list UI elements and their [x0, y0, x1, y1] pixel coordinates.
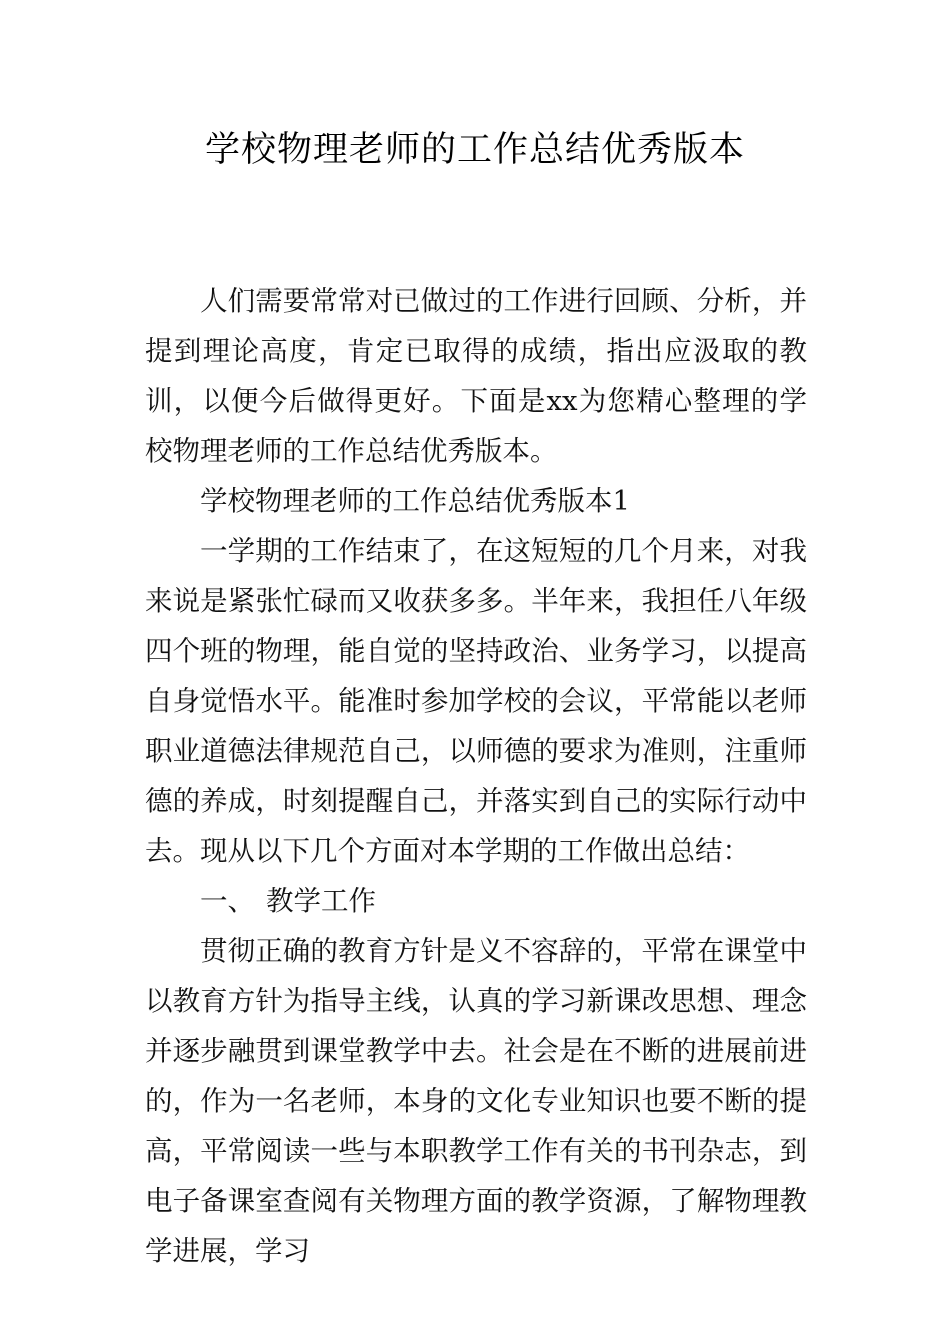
section-heading-number: 一、	[200, 885, 255, 917]
section-heading-label: 教学工作	[266, 885, 376, 917]
body-paragraph-1: 一学期的工作结束了，在这短短的几个月来，对我来说是紧张忙碌而又收获多多。半年来，我担任八年级四个班的物理，能自觉的坚持政治、业务学习，以提高自身觉悟水平。能准时参加学校的会议，平常能以老师职业道德法律规范自己，以师德的要求为准则，注重师德的养成，时刻提醒自己，并落实到自己的实际行动中去。现从以下几个方面对本学期的工作做出总结：	[145, 535, 807, 867]
document-title: 学校物理老师的工作总结优秀版本	[204, 130, 745, 170]
section-title: 学校物理老师的工作总结优秀版本1	[200, 485, 630, 517]
intro-paragraph: 人们需要常常对已做过的工作进行回顾、分析，并提到理论高度，肯定已取得的成绩，指出应汲取的教训，以便今后做得更好。下面是xx为您精心整理的学校物理老师的工作总结优秀版本。	[145, 285, 807, 467]
document-body	[145, 276, 807, 1276]
section-heading-teaching	[145, 876, 807, 926]
body-paragraph-2: 贯彻正确的教育方针是义不容辞的，平常在课堂中以教育方针为指导主线，认真的学习新课改思想、理念并逐步融贯到课堂教学中去。社会是在不断的进展前进的，作为一名老师，本身的文化专业知识也要不断的提高，平常阅读一些与本职教学工作有关的书刊杂志，到电子备课室查阅有关物理方面的教学资源，了解物理教学进展，学习	[145, 935, 807, 1267]
